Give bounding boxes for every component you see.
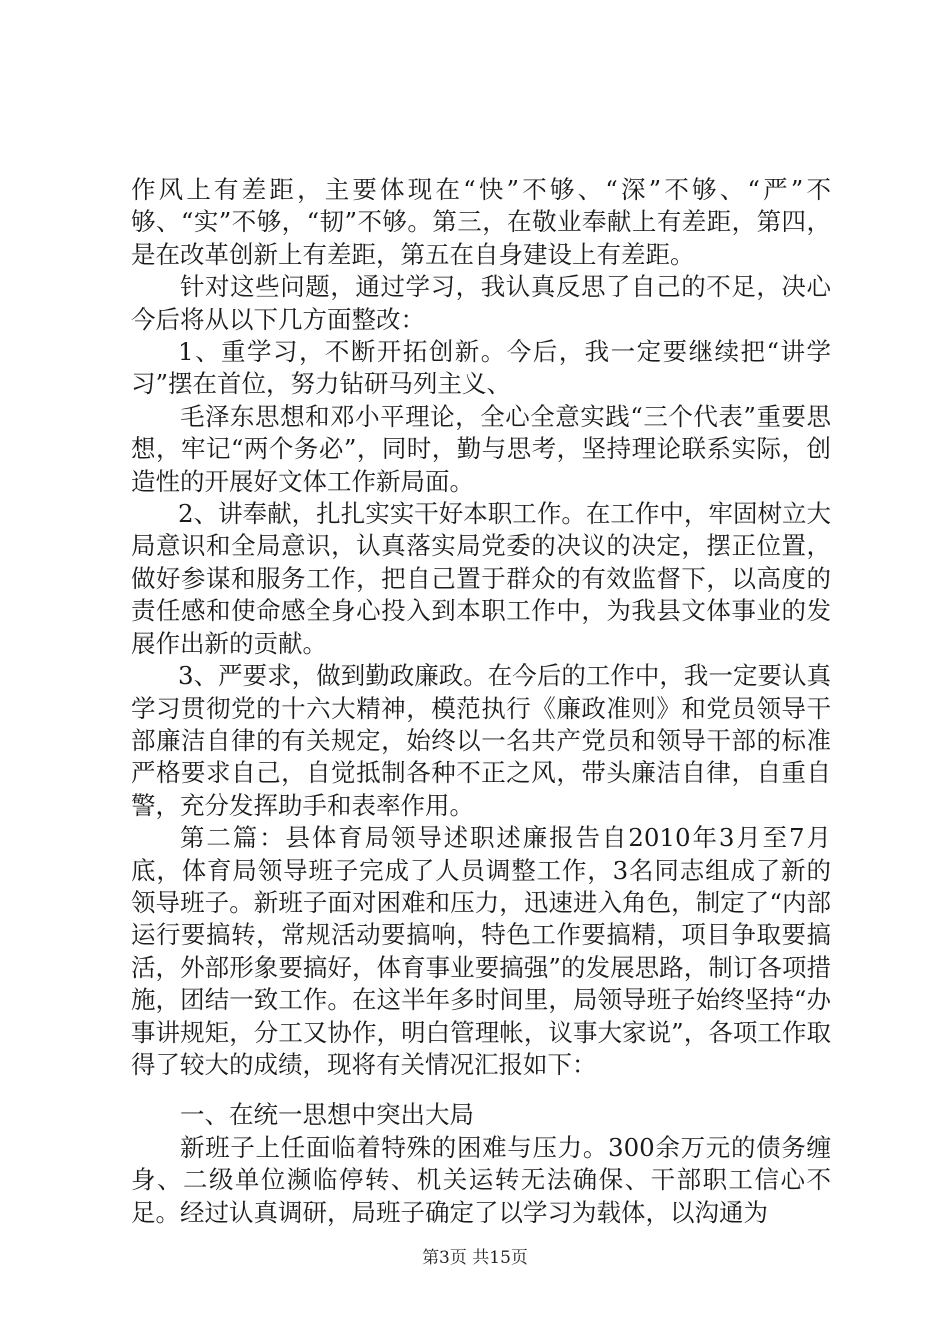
paragraph-5: 2、讲奉献，扎扎实实干好本职工作。在工作中，牢固树立大局意识和全局意识，认真落实局党委的决议的决定，摆正位置，做好参谋和服务工作，把自己置于群众的有效监督下，以高度的责任感和使命感全身心投入到本职工作中，为我县文体事业的发展作出新的贡献。 [131,499,831,658]
paragraph-2: 针对这些问题，通过学习，我认真反思了自己的不足，决心今后将从以下几方面整改： [131,272,831,334]
paragraph-1: 作风上有差距，主要体现在“快”不够、“深”不够、“严”不够、“实”不够，“韧”不够。第三，在敬业奉献上有差距，第四，是在改革创新上有差距，第五在自身建设上有差距。 [131,175,831,269]
section-spacer [131,1081,831,1099]
document-body [131,174,831,1229]
paragraph-9: 新班子上任面临着特殊的困难与压力。300余万元的债务缠身、二级单位濒临停转、机关运转无法确保、干部职工信心不足。经过认真调研，局班子确定了以学习为载体，以沟通为 [131,1132,831,1227]
section-heading: 一、在统一思想中突出大局 [180,1100,474,1130]
paragraph-3: 1、重学习，不断开拓创新。今后，我一定要继续把“讲学习”摆在首位，努力钻研马列主义、 [131,337,831,399]
paragraph-4: 毛泽东思想和邓小平理论，全心全意实践“三个代表”重要思想，牢记“两个务必”，同时，勤与思考，坚持理论联系实际，创造性的开展好文体工作新局面。 [131,401,831,496]
paragraph-7: 第二篇：县体育局领导述职述廉报告自2010年3月至7月底，体育局领导班子完成了人员调整工作，3名同志组成了新的领导班子。新班子面对困难和压力，迅速进入角色，制定了“内部运行要搞转，常规活动要搞响，特色工作要搞精，项目争取要搞活，外部形象要搞好，体育事业要搞强”的发展思路，制订各项措施，团结一致工作。在这半年多时间里，局领导班子始终坚持“办事讲规矩，分工又协作，明白管理帐，议事大家说”，各项工作取得了较大的成绩，现将有关情况汇报如下： [131,823,831,1079]
page-number-footer: 第3页 共15页 [422,1248,528,1268]
paragraph-6: 3、严要求，做到勤政廉政。在今后的工作中，我一定要认真学习贯彻党的十六大精神，模范执行《廉政准则》和党员领导干部廉洁自律的有关规定，始终以一名共产党员和领导干部的标准严格要求自己，自觉抵制各种不正之风，带头廉洁自律，自重自警，充分发挥助手和表率作用。 [131,661,831,820]
